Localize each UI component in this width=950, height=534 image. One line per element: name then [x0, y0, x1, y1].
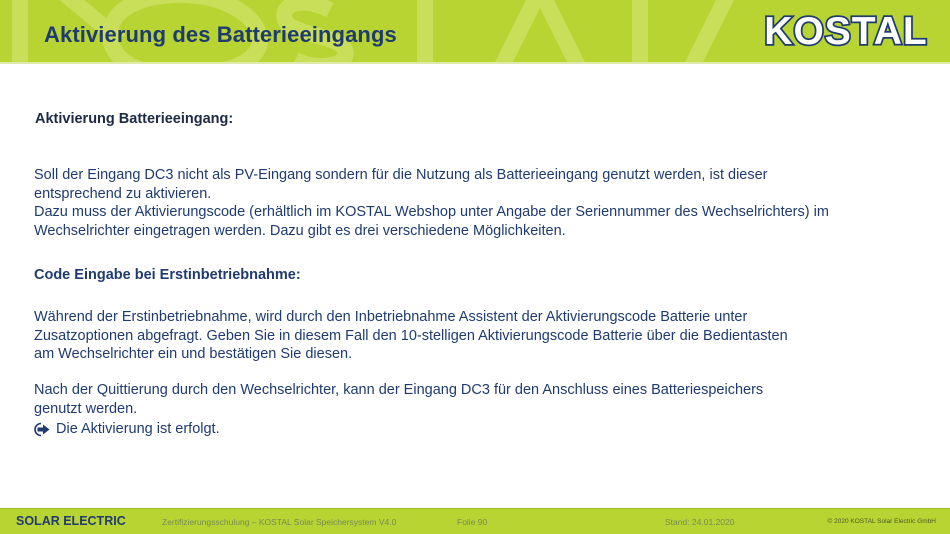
- footer-date: Stand: 24.01.2020: [665, 517, 735, 527]
- arrow-right-circle-icon: [34, 422, 51, 437]
- result-line: [34, 421, 220, 437]
- paragraph-acknowledgement: Nach der Quittierung durch den Wechselrichter, kann der Eingang DC3 für den Anschluss eines Batteriespeichers genutzt werden.: [34, 382, 764, 417]
- kostal-logo: [758, 8, 934, 52]
- header-bar: [0, 0, 950, 62]
- paragraph-first-commissioning: Während der Erstinbetriebnahme, wird durch den Inbetriebnahme Assistent der Aktivierungscode Batterie unter Zusatzoptionen abgefragt. Geben Sie in diesem Fall den 10-stelligen Aktivierungscode Batterie über die Bedientasten am Wechselrichter ein und bestätigen Sie diesen.: [34, 309, 788, 362]
- footer-slide-number: Folie 90: [457, 517, 488, 527]
- result-text: Die Aktivierung ist erfolgt.: [56, 421, 220, 437]
- section-heading-code-entry: Code Eingabe bei Erstinbetriebnahme:: [34, 267, 301, 283]
- footer-divider: [0, 508, 950, 509]
- footer-course: Zertifizierungsschulung – KOSTAL Solar Speichersystem V4.0: [162, 517, 397, 527]
- footer-copyright: © 2020 KOSTAL Solar Electric GmbH: [827, 518, 936, 525]
- header-divider: [0, 62, 950, 64]
- section-heading-activation: Aktivierung Batterieeingang:: [35, 111, 234, 127]
- svg-text:KOSTAL: KOSTAL: [764, 10, 928, 52]
- page-title: Aktivierung des Batterieeingangs: [44, 22, 397, 47]
- paragraph-intro: Soll der Eingang DC3 nicht als PV-Eingang sondern für die Nutzung als Batterieeingang genutzt werden, ist dieser entsprechend zu aktivieren. Dazu muss der Aktivierungscode (erhältlich im KOSTAL Webshop unter Angabe der Seriennummer des Wechselrichters) im Wechselrichter eingetragen werden. Dazu gibt es drei verschiedene Möglichkeiten.: [34, 167, 829, 239]
- footer-brand: SOLAR ELECTRIC: [16, 514, 126, 528]
- footer-bar: [0, 508, 950, 534]
